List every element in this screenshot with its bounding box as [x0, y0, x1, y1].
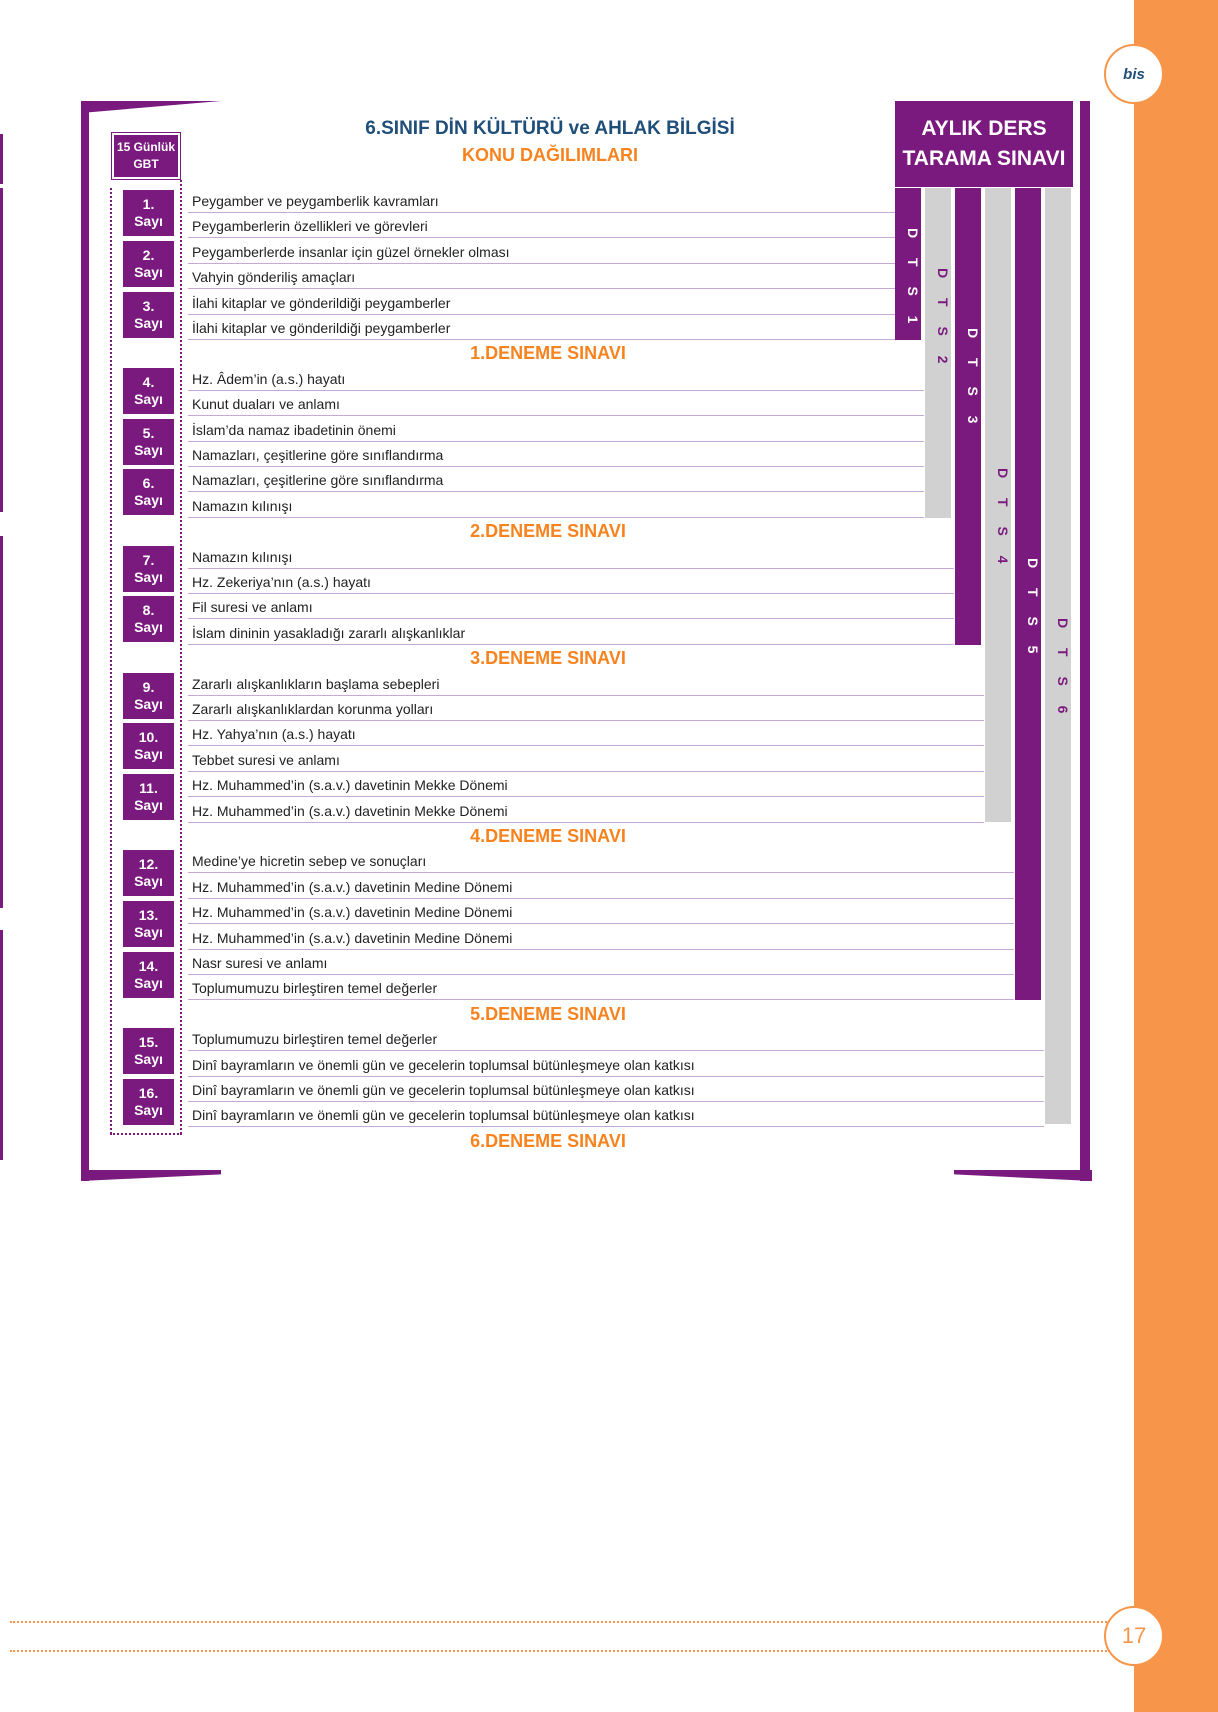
sayi-label: Sayı [134, 695, 163, 712]
topic-row: Namazın kılınışı [188, 544, 954, 569]
footer-dotted-line [10, 1650, 1110, 1652]
topic-row: Vahyin gönderiliş amaçları [188, 264, 895, 289]
dts-label: D T S 5 [1025, 558, 1041, 662]
exam-label: 6.DENEME SINAVI [470, 1130, 626, 1151]
topic-row: Peygamberlerin özellikleri ve görevleri [188, 213, 895, 238]
exam-label: 3.DENEME SINAVI [470, 648, 626, 669]
gbt-dotted-border [180, 180, 182, 1134]
sayi-box [123, 469, 174, 515]
logo [1104, 44, 1164, 104]
sayi-label: Sayı [134, 390, 163, 407]
sayi-label: Sayı [134, 213, 163, 229]
sayi-number: 7. [142, 551, 155, 568]
dts-bar-2 [925, 188, 951, 518]
topic-row: İslam’da namaz ibadetinin önemi [188, 417, 924, 442]
topic-row: Medine’ye hicretin sebep ve sonuçları [188, 848, 1014, 873]
gbt-header: 15 Günlük GBT [112, 133, 180, 179]
sayi-box [123, 241, 174, 287]
topic-row: Hz. Âdem’in (a.s.) hayatı [188, 366, 924, 391]
topic-row: Hz. Muhammed’in (s.a.v.) davetinin Mekke Dönemi [188, 798, 984, 823]
sayi-box [123, 292, 174, 338]
sayi-box [123, 419, 174, 465]
sayi-number: 2. [142, 246, 155, 263]
sayi-number: 16. [138, 1085, 159, 1101]
orange-side-strip [1134, 0, 1218, 1712]
exam-label: 4.DENEME SINAVI [470, 826, 626, 846]
sayi-box [123, 774, 174, 820]
sayi-label: Sayı [134, 568, 163, 585]
sayi-box [123, 190, 174, 236]
frame-bottom-right-accent [954, 1170, 1092, 1181]
topic-row: Hz. Muhammed’in (s.a.v.) davetinin Medine Dönemi [188, 874, 1014, 899]
dts-bar-3 [955, 188, 981, 645]
sayi-label: Sayı [134, 1102, 163, 1118]
footer-dotted-line [10, 1621, 1110, 1623]
edge-line [0, 536, 3, 908]
topic-row: Fil suresi ve anlamı [188, 594, 954, 619]
topic-row: İlahi kitaplar ve gönderildiği peygamberler [188, 290, 895, 315]
page-number: 17 [1104, 1606, 1164, 1666]
exam-label: 2.DENEME SINAVI [470, 521, 626, 542]
topic-row: Zararlı alışkanlıkların başlama sebepleri [188, 671, 984, 696]
sayi-box [123, 850, 174, 896]
topic-row: Tebbet suresi ve anlamı [188, 747, 984, 772]
dts-label: D T S 1 [905, 228, 921, 332]
sayi-box [123, 952, 174, 998]
topic-row: Zararlı alışkanlıklardan korunma yolları [188, 696, 984, 721]
topic-row: İlahi kitaplar ve gönderildiği peygamberler [188, 315, 895, 340]
topic-row: Hz. Muhammed’in (s.a.v.) davetinin Medine Dönemi [188, 925, 1014, 950]
topic-row: Namazın kılınışı [188, 493, 924, 518]
topic-row: Kunut duaları ve anlamı [188, 391, 924, 416]
sayi-number: 1. [142, 196, 155, 212]
sayi-label: Sayı [134, 619, 163, 636]
sayi-label: Sayı [134, 441, 163, 458]
edge-line [0, 930, 3, 1160]
dts-bar-4 [985, 188, 1011, 822]
sayi-box [123, 368, 174, 414]
sayi-label: Sayı [134, 924, 163, 941]
edge-line [0, 134, 3, 184]
gbt-dotted-border [110, 1133, 182, 1135]
topic-row: Toplumumuzu birleştiren temel değerler [188, 975, 1014, 1000]
aylik-line-2: TARAMA SINAVI [902, 147, 1066, 170]
sayi-label: Sayı [134, 1051, 163, 1068]
dts-bar-5 [1015, 188, 1041, 1000]
logo-text: bis [1123, 65, 1145, 83]
page-title: 6.SINIF DİN KÜLTÜRÜ ve AHLAK BİLGİSİ [365, 118, 735, 139]
sayi-number: 8. [142, 602, 155, 619]
topic-row: Nasr suresi ve anlamı [188, 950, 1014, 975]
topic-row: Dinî bayramların ve önemli gün ve gecelerin toplumsal bütünleşmeye olan katkısı [188, 1102, 1044, 1127]
topic-row: Peygamberlerde insanlar için güzel örnekler olması [188, 239, 895, 264]
sayi-label: Sayı [134, 314, 163, 331]
dts-bar-1 [895, 188, 921, 340]
topic-row: Namazları, çeşitlerine göre sınıflandırma [188, 442, 924, 467]
sayi-box [123, 596, 174, 642]
sayi-label: Sayı [134, 492, 163, 509]
sayi-label: Sayı [134, 975, 163, 991]
dts-label: D T S 6 [1055, 618, 1071, 722]
sayi-box [123, 901, 174, 947]
topic-row: Toplumumuzu birleştiren temel değerler [188, 1026, 1044, 1051]
aylik-line-1: AYLIK DERS [921, 116, 1047, 140]
sayi-number: 5. [142, 424, 155, 441]
aylik-tarama-header [895, 101, 1073, 187]
topic-row: Dinî bayramların ve önemli gün ve gecelerin toplumsal bütünleşmeye olan katkısı [188, 1052, 1044, 1077]
topic-row: Hz. Muhammed’in (s.a.v.) davetinin Medine Dönemi [188, 899, 1014, 924]
sayi-box [123, 723, 174, 769]
sayi-label: Sayı [134, 263, 163, 280]
frame-left [81, 101, 89, 1181]
sayi-number: 4. [142, 373, 155, 390]
dts-label: D T S 4 [995, 468, 1011, 572]
sayi-label: Sayı [134, 797, 163, 814]
sayi-number: 12. [138, 856, 159, 873]
exam-label: 5.DENEME SINAVI [470, 1003, 626, 1024]
dts-label: D T S 3 [965, 328, 981, 432]
topic-row: Hz. Yahya’nın (a.s.) hayatı [188, 721, 984, 746]
page-subtitle: KONU DAĞILIMLARI [462, 145, 638, 165]
gbt-dotted-border [110, 188, 112, 1134]
sayi-number: 10. [138, 729, 159, 746]
exam-label: 1.DENEME SINAVI [470, 343, 626, 364]
sayi-box [123, 1079, 174, 1125]
sayi-label: Sayı [134, 873, 163, 890]
frame-top-accent [81, 101, 221, 113]
frame-bottom-left-accent [81, 1170, 221, 1181]
sayi-number: 9. [142, 678, 155, 695]
sayi-number: 14. [138, 958, 159, 974]
sayi-box [123, 673, 174, 719]
sayi-number: 15. [138, 1034, 159, 1051]
frame-right [1080, 101, 1090, 1181]
topic-row: Hz. Muhammed’in (s.a.v.) davetinin Mekke Dönemi [188, 772, 984, 797]
sayi-number: 6. [142, 475, 155, 492]
sayi-box [123, 1028, 174, 1074]
topic-row: İslam dininin yasakladığı zararlı alışkanlıklar [188, 620, 954, 645]
sayi-number: 3. [142, 297, 155, 314]
sayi-box [123, 546, 174, 592]
topic-row: Peygamber ve peygamberlik kavramları [188, 188, 895, 213]
sayi-label: Sayı [134, 746, 163, 763]
dts-label: D T S 2 [935, 268, 951, 372]
sayi-number: 13. [138, 907, 159, 924]
topic-row: Dinî bayramların ve önemli gün ve gecelerin toplumsal bütünleşmeye olan katkısı [188, 1077, 1044, 1102]
sayi-number: 11. [139, 780, 158, 797]
topic-row: Namazları, çeşitlerine göre sınıflandırma [188, 467, 924, 492]
dts-bar-6 [1045, 188, 1071, 1124]
topic-row: Hz. Zekeriya’nın (a.s.) hayatı [188, 569, 954, 594]
edge-line [0, 188, 3, 512]
